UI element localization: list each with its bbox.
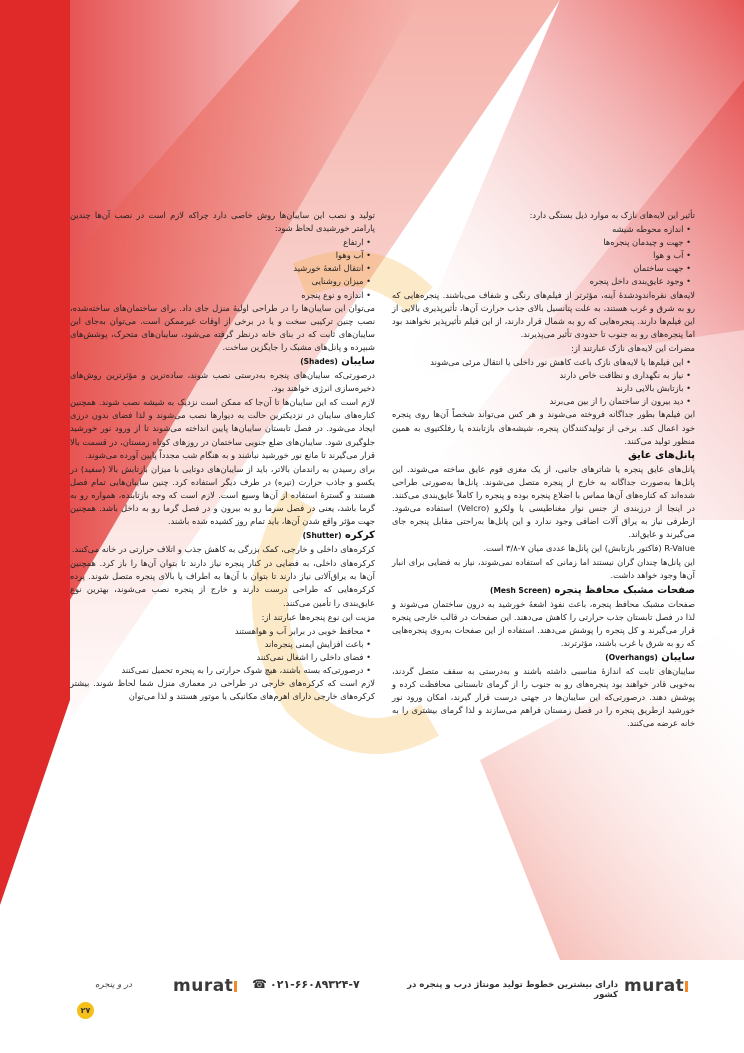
heading-text: سایبان	[341, 356, 375, 368]
params-list	[70, 236, 375, 301]
phone-icon: ☎	[252, 977, 267, 991]
heading-text: پانل‌های عایق	[628, 449, 695, 461]
list-item: • درصورتی‌که بسته باشند، هیچ شوک حرارتی را به پنجره تحمیل نمی‌کنند	[70, 664, 371, 677]
list-item: • بازتابش بالایی دارند	[392, 382, 691, 395]
page-footer	[0, 968, 744, 1028]
list-item: • وجود عایق‌بندی داخل پنجره	[392, 275, 691, 288]
section-heading-shades	[70, 355, 375, 369]
list-item: • آب و هوا	[392, 249, 691, 262]
list-item: • جهت ساختمان	[392, 262, 691, 275]
brand-text: murat	[173, 976, 234, 996]
section-heading-shutter	[70, 529, 375, 543]
list-item: • اندازه محوطه شیشه	[392, 223, 691, 236]
heading-english: (Mesh Screen)	[490, 585, 551, 595]
drawbacks-list	[392, 356, 695, 408]
paragraph: کرکره‌های داخلی و خارجی، کمک بزرگی به کاهش جذب و اتلاف حرارتی در خانه می‌کنند.	[71, 544, 375, 555]
page-number: ۲۷	[77, 1002, 94, 1019]
paragraph: لایه‌های نقره‌اندودشدهٔ آینه، مؤثرتر از فیلم‌های رنگی و شفاف می‌باشند. پنجره‌هایی که رو به شرق و غرب هستند، به علت پتانسیل بالای جذب حرارت آن‌ها، تأثیرپذیری بالایی از این فیلم‌ها دارند. پنجره‌هایی که رو به شمال قرار دارند، از این فیلم تأثیرپذیر نخواهند بود اما پنجره‌های رو به جنوب تا حدودی تأثیر می‌پذیرند.	[392, 289, 695, 339]
list-item: • محافظ خوبی در برابر آب و هواهستند	[70, 625, 371, 638]
list-item: • باعث افزایش ایمنی پنجره‌اند	[70, 638, 371, 651]
list-item: • نیاز به نگهداری و نظافت خاص دارند	[392, 369, 691, 382]
brand-text: murat	[624, 976, 685, 996]
benefits-list	[70, 625, 375, 677]
section-heading-insulated-panels	[392, 449, 695, 463]
paragraph: کرکره‌های داخلی، به فضایی در کنار پنجره نیاز دارند تا بتوان آن‌ها را باز کرد. همچنین آن‌ها به یراق‌آلاتی نیاز دارند تا بتوان با آن‌ها به اطراف یا بالای پنجره متصل شوند. پرده کرکره‌هایی که طراحی درست دارند و خارج از پنجره نصب می‌شوند، بهترین نوع عایق‌بندی را تأمین می‌کنند.	[70, 558, 375, 608]
heading-english: (Shades)	[300, 357, 338, 367]
paragraph: این فیلم‌ها بطور جداگانه فروخته می‌شوند و هر کس می‌تواند شخصاً آن‌ها روی پنجره خود اعمال کند. برخی از تولیدکنندگان پنجره، شیشه‌های بازتابنده یا رفلکتیوی به همین منظور تولید می‌کنند.	[392, 409, 695, 446]
paragraph: تولید و نصب این سایبان‌ها روش خاصی دارد چراکه لازم است در نصب آن‌ها چندین پارامتر خورشیدی لحاظ شود:	[70, 210, 375, 234]
footer-slogan: دارای بیشترین خطوط تولید مونتاژ درب و پنجره در کشور	[407, 980, 618, 1000]
factors-list	[392, 223, 695, 288]
paragraph: صفحات مشبک محافظ پنجره، باعث نفوذ اشعهٔ خورشید به درون ساختمان می‌شوند و لذا در فصل تابستان جذب حرارتی را کاهش می‌دهند. این صفحات در قالب خارجی پنجره قرار می‌گیرند و کل پنجره را پوشش می‌دهند. استفاده از این صفحات به‌روی پنجره‌هایی که رو به شرق یا غرب باشند، مؤثرترند.	[392, 598, 695, 648]
list-item: • انتقال اشعهٔ خورشید	[70, 262, 371, 275]
paragraph: این پانل‌ها چندان گران نیستند اما زمانی که استفاده نمی‌شوند، نیاز به فضایی برای انبار آن‌ها وجود خواهد داشت.	[392, 557, 695, 581]
right-column	[392, 209, 695, 731]
list-item: • آب وهوا	[70, 249, 371, 262]
list-item: • این فیلم‌ها یا لایه‌های نازک باعث کاهش نور داخلی یا انتقال مرئی می‌شوند	[392, 356, 691, 369]
factors-intro: تأثیر این لایه‌های نازک به موارد ذیل بستگی دارد:	[529, 210, 695, 220]
paragraph: برای رسیدن به راندمان بالاتر، باید از سایبان‌های دوتایی با میزان بازتابش بالا (سفید) در یکسو و جاذب حرارت (تیره) در طرف دیگر استفاده کرد. چنین سایبان‌هایی تمام فصل هستند و گسترهٔ استفاده از آن‌ها وسیع است. لازم است که وجه بازتابنده، همواره رو به گرما باشد، یعنی در فصل سرما رو به بیرون و در فصل گرما رو به داخل باشد. همچنین جهت مؤثر واقع شدن آن‌ها، باید تمام روز کشیده شده باشند.	[70, 463, 375, 527]
phone-number: ۰۲۱-۶۶۰۸۹۳۲۴-۷	[270, 978, 360, 991]
paragraph: سایبان‌های ثابت که اندازهٔ مناسبی داشته باشند و به‌درستی به سقف متصل گردند، به‌خوبی قادر خواهند بود پنجره‌های رو به جنوب را از گرمای تابستانی محافظت کرده و پوشش دهند. درصورتی‌که این سایبان‌ها در جهتی درست قرار گیرند، امکان ورود نور خورشید ازطریق پنجره را در فصل زمستان فراهم می‌سازند و لذا گرمای بیشتری را به خانه عرضه می‌کنند.	[392, 665, 695, 729]
paragraph: لازم است که این سایبان‌ها تا آن‌جا که ممکن است نزدیک به شیشه نصب شوند. همچنین کناره‌های سایبان در نزدیکترین حالت به دیوارها نصب می‌شوند و لذا فضای بدون درزی ایجاد می‌شود. در فصل تابستان سایبان‌ها پایین انداخته می‌شوند تا از ورود نور خورشید جلوگیری شود. سایبان‌های ضلع جنوبی ساختمان در روزهای کوتاه زمستان، در قسمت بالا قرار می‌گیرند تا مانع نور خورشید نباشند و به هنگام شب مجدداً پایین آورده می‌شوند.	[70, 397, 375, 460]
logo-bar-icon	[685, 981, 688, 992]
heading-text: سایبان	[661, 651, 695, 663]
brand-logo-left	[173, 976, 237, 996]
logo-bar-icon	[234, 981, 237, 992]
paragraph: لازم است که کرکره‌های خارجی در طراحی در معماری منزل شما لحاظ شوند. بیشتر کرکره‌های خارجی دارای اهرم‌های مکانیکی یا موتور هستند و لذا می‌توان	[70, 678, 375, 702]
benefits-intro: مزیت این نوع پنجره‌ها عبارتند از:	[261, 611, 375, 622]
heading-text: کرکره	[345, 530, 375, 542]
brand-logo-right	[624, 976, 688, 996]
red-band-left	[0, 0, 70, 905]
heading-english: (Overhangs)	[605, 652, 658, 662]
list-item: • اندازه و نوع پنجره	[70, 289, 371, 302]
paragraph: پانل‌های عایق پنجره یا شاترهای جانبی، از یک مغزی فوم عایق ساخته می‌شوند. این پانل‌ها به‌صورت جداگانه به خارج از پنجره متصل می‌شوند. پانل‌ها به‌صورتی طراحی شده‌اند که کناره‌های آن‌ها مماس با اضلاع پنجره بوده و پنجره را کاملاً عایق‌بندی می‌کنند. در اینجا از درزبندی از جنس نوار مغناطیسی یا ولکرو (Velcro) استفاده می‌شود. ازطرفی نیاز به یراق آلات اضافی وجود ندارد و این پانل‌ها به‌راحتی مقابل پنجره جای می‌گیرند و عایق‌اند.	[392, 463, 695, 540]
left-column	[70, 209, 375, 704]
magazine-name: در و پنجره	[95, 980, 132, 990]
drawbacks-intro: مضرات این لایه‌های نازک عبارتند از:	[571, 342, 695, 353]
list-item: • دید بیرون از ساختمان را از بین می‌برند	[392, 395, 691, 408]
section-heading-overhangs	[392, 651, 695, 665]
heading-english: (Shutter)	[302, 531, 342, 541]
paragraph: درصورتی‌که سایبان‌های پنجره به‌درستی نصب شوند، ساده‌ترین و مؤثرترین روش‌های ذخیره‌سازی انرژی خواهند بود.	[70, 370, 375, 394]
paragraph: می‌توان این سایبان‌ها را در طراحی اولیهٔ منزل جای داد. برای ساختمان‌های ساخته‌شده، نصب چنین ترکیبی سخت و یا در برخی از اوقات غیرممکن است. می‌توان به‌جای این سایبان‌های ثابت که در بنای خانه درنظر گرفته می‌شود، سایبان‌های متحرک، پوشش‌های شبپرده و پانل‌های مشبک را جایگزین ساخت.	[70, 302, 375, 352]
list-item: • جهت و چیدمان پنجره‌ها	[392, 236, 691, 249]
list-item: • ارتفاع	[70, 236, 371, 249]
heading-text: صفحات مشبک محافظ پنجره	[554, 584, 695, 596]
section-heading-mesh-screen	[392, 584, 695, 598]
list-item: • فضای داخلی را اشغال نمی‌کنند	[70, 651, 371, 664]
paragraph: R-Value (فاکتور بازتابش) این پانل‌ها عددی میان ۷-۳/۸ است.	[483, 543, 695, 554]
list-item: • میزان روشنایی	[70, 275, 371, 288]
